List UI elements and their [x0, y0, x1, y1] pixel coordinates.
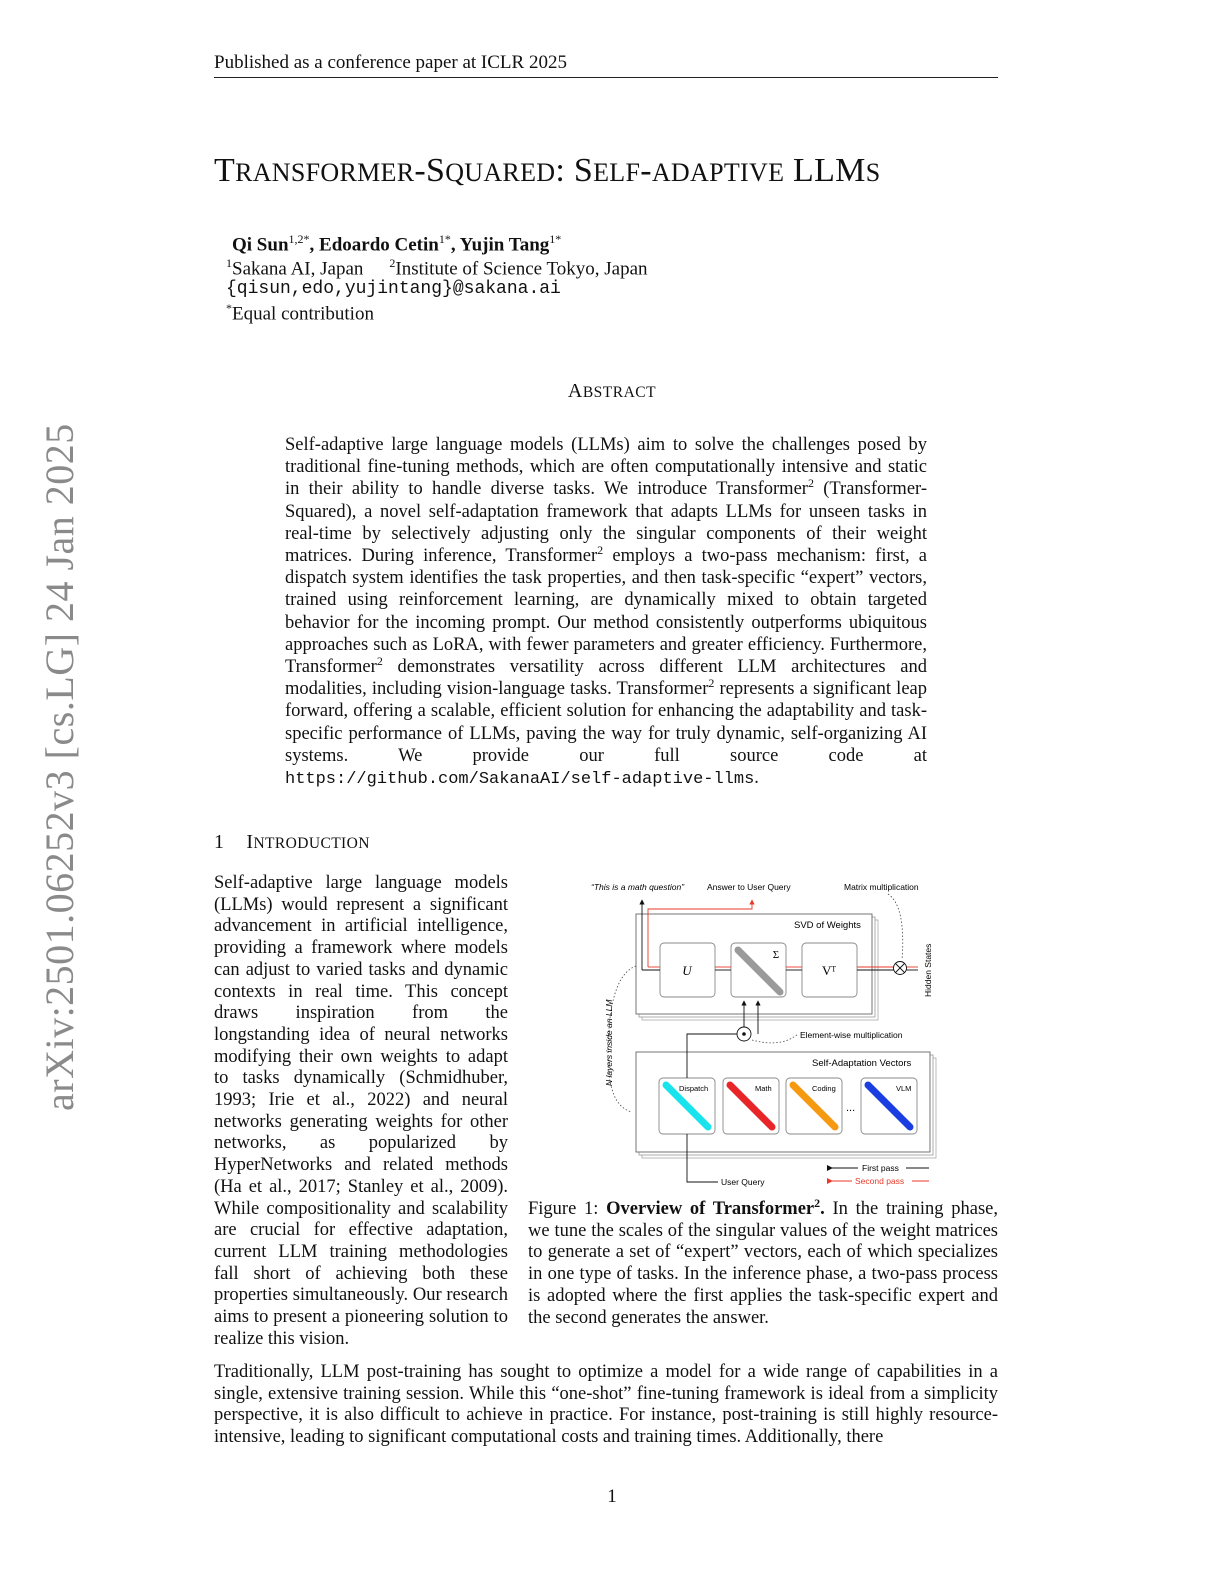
page-number: 1	[607, 1486, 617, 1507]
caption-bold-text: Overview of Transformer	[606, 1199, 815, 1219]
intro-paragraph-2: Traditionally, LLM post-training has sought to optimize a model for a wide range of capabilities in a single, extensive training session. While this “one-shot” fine-tuning framework is ideal from a simplicity perspective, it is also difficult to achieve in practice. For instance, post-training is still highly resource-intensive, leading to significant computational costs and training times. Additionally, there	[214, 1362, 998, 1448]
vt-matrix-label: Vᵀ	[821, 963, 837, 978]
equal-contribution-note	[226, 301, 374, 325]
elementwise-label: Element-wise multiplication	[800, 1030, 903, 1040]
abstract-text: represents a significant leap forward, offering a scalable, efficient solution for enhancing the adaptability and task-specific performance of LLMs, paving the way for truly dynamic, self-organizing AI systems. We provide our full source code at	[285, 679, 927, 766]
hidden-states-label: Hidden States	[923, 943, 933, 997]
title-part: ADAPTIVE	[651, 158, 785, 187]
title-part: RANSFORMER	[235, 158, 415, 187]
answer-label: Answer to User Query	[707, 882, 791, 892]
title-part: -	[640, 152, 652, 189]
author-separator: ,	[309, 234, 320, 256]
author-name: Qi Sun	[232, 234, 289, 256]
header-rule	[214, 77, 998, 78]
note-mark: *	[226, 301, 232, 315]
heading-rest: NTRODUCTION	[253, 835, 370, 852]
heading-rest: BSTRACT	[582, 384, 657, 401]
dispatch-label: Dispatch	[679, 1084, 709, 1093]
author-affiliation-mark: 1*	[549, 232, 562, 246]
matrix-mult-label: Matrix multiplication	[844, 882, 919, 892]
superscript: 2	[597, 542, 604, 557]
author-affiliation-mark: 1,2*	[288, 232, 310, 246]
section-heading	[214, 831, 370, 854]
title-part: :	[555, 152, 574, 189]
title-part: LLM	[784, 152, 866, 189]
svd-label: SVD of Weights	[794, 920, 861, 931]
author-list	[232, 232, 561, 256]
n-layers-label: N layers inside an LLM	[604, 999, 614, 1086]
affiliation-1: Sakana AI, Japan	[232, 258, 364, 280]
title-part: S	[425, 152, 446, 189]
elementwise-dot	[742, 1032, 746, 1036]
caption-text: In the training phase, we tune the scales of the singular values of the weight matrices to generate a set of “expert” vectors, each of which specializes in one type of tasks. In the inference phase, a two-pass process is adopted where the first applies the task-specific expert and the second generates the answer.	[528, 1199, 998, 1328]
abstract-body	[285, 434, 927, 791]
heading-cap: I	[246, 831, 254, 853]
affiliation-mark: 2	[389, 256, 396, 270]
caption-prefix: Figure 1:	[528, 1199, 607, 1219]
caption-bold-text: .	[820, 1199, 825, 1219]
running-header: Published as a conference paper at ICLR 2025	[214, 52, 567, 73]
abstract-text: employs a two-pass mechanism: first, a dispatch system identifies the task properties, and then task-specific “expert” vectors, trained using reinforcement learning, are dynamically mixed to obtain targeted behavior for the incoming prompt. Our method consistently outperforms ubiquitous approaches such as LoRA, with fewer parameters and greater efficiency. Furthermore, Transformer	[285, 546, 927, 678]
title-part: -	[414, 152, 426, 189]
abstract-text: demonstrates versatility across different LLM architectures and modalities, including vision-language tasks. Transformer	[285, 657, 927, 700]
dotted-pointer	[752, 1034, 798, 1043]
math-label: Math	[755, 1084, 772, 1093]
section-number: 1	[214, 831, 225, 853]
second-pass-legend-label: Second pass	[855, 1176, 905, 1186]
title-part: ELF	[593, 158, 641, 187]
title-part: QUARED	[445, 158, 556, 187]
intro-paragraph-1: Self-adaptive large language models (LLMs) would represent a significant advancement in artificial intelligence, providing a framework where models can adjust to varied tasks and dynamic contexts in real time. This concept draws inspiration from the longstanding idea of neural networks modifying their own weights to adapt to tasks dynamically (Schmidhuber, 1993; Irie et al., 2022) and neural networks generating weights for other networks, as popularized by HyperNetworks and related methods (Ha et al., 2017; Stanley et al., 2009). While compositionality and scalability are crucial for effective adaptation, current LLM training methodologies fall short of achieving both these properties simultaneously. Our research aims to present a pioneering solution to realize this vision.	[214, 873, 508, 1349]
author-separator: ,	[450, 234, 460, 256]
note-text: Equal contribution	[232, 303, 374, 325]
superscript: 2	[708, 676, 715, 691]
sigma-label: Σ	[772, 949, 780, 961]
abstract-text: Self-adaptive large language models (LLMs) aim to solve the challenges posed by traditional fine-tuning methods, which are often computationally intensive and static in their ability to handle diverse tasks. We introduce Transformer	[285, 435, 927, 500]
math-question-label: “This is a math question”	[591, 882, 685, 892]
author-name: Edoardo Cetin	[319, 234, 439, 256]
author-affiliation-mark: 1*	[438, 232, 451, 246]
affiliation-mark: 1	[226, 256, 232, 270]
affiliation-line	[226, 256, 648, 280]
author-name: Yujin Tang	[459, 234, 550, 256]
title-part: S	[573, 152, 594, 189]
superscript: 2	[376, 653, 383, 668]
first-pass-legend-label: First pass	[862, 1163, 899, 1173]
figure-caption	[528, 1195, 998, 1329]
paper-title	[214, 152, 880, 190]
title-part: T	[214, 152, 236, 189]
superscript: 2	[807, 476, 814, 491]
ellipsis-label: ...	[846, 1102, 856, 1114]
u-matrix-label: U	[682, 963, 692, 978]
author-emails: {qisun,edo,yujintang}@sakana.ai	[226, 279, 561, 299]
affiliation-2: Institute of Science Tokyo, Japan	[395, 258, 648, 280]
heading-cap: A	[567, 380, 583, 402]
user-query-label: User Query	[721, 1177, 765, 1187]
abstract-text: (Transformer-Squared), a novel self-adaptation framework that adapts LLMs for unseen tasks in real-time by selectively adjusting only the singular components of their weight matrices. During inference, Transformer	[285, 479, 927, 567]
abstract-heading	[0, 380, 1224, 403]
coding-label: Coding	[812, 1084, 836, 1093]
overview-figure	[586, 876, 942, 1192]
superscript: 2	[814, 1195, 821, 1210]
dotted-pointer	[888, 894, 903, 960]
source-code-link[interactable]: https://github.com/SakanaAI/self-adaptive-llms	[285, 770, 755, 790]
abstract-text: .	[754, 768, 759, 789]
vlm-label: VLM	[896, 1084, 912, 1093]
arxiv-stamp: arXiv:2501.06252v3 [cs.LG] 24 Jan 2025	[37, 423, 82, 1111]
caption-bold	[606, 1195, 825, 1219]
title-part: S	[865, 158, 881, 187]
sav-label: Self-Adaptation Vectors	[812, 1058, 912, 1069]
